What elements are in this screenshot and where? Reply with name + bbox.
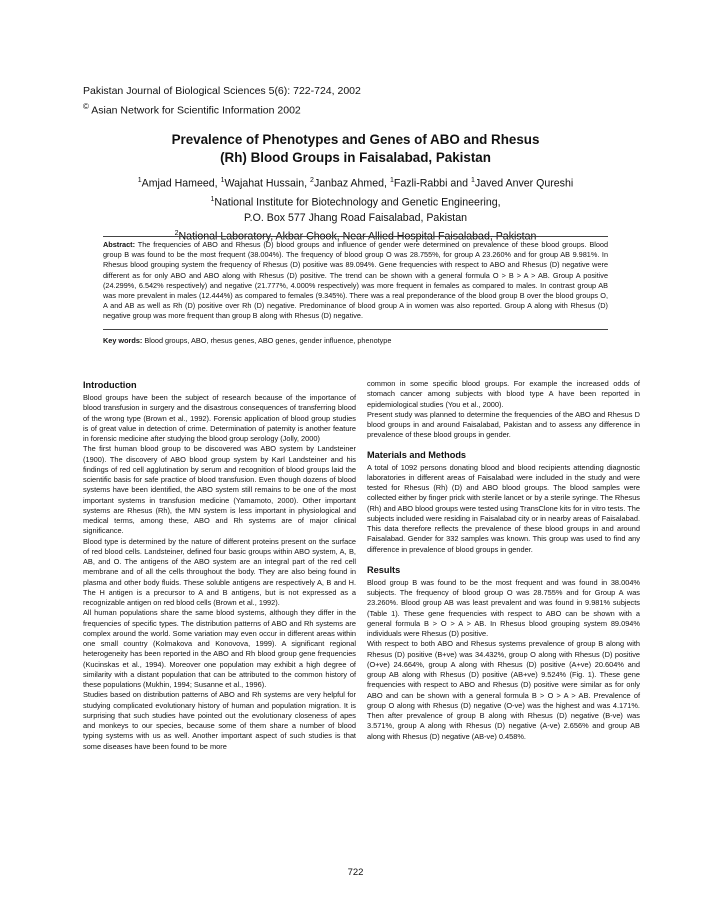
author-3: Janbaz Ahmed, <box>313 177 390 190</box>
intro-paragraph: common in some specific blood groups. For example the increased odds of stomach cancer among subjects with blood type A have been reported in epidemiological studies (You et al., 2000). <box>367 379 640 409</box>
affil-mark: 2 <box>310 177 314 184</box>
results-paragraph: Blood group B was found to be the most frequent and was found in 38.004% subjects. The frequency of blood group O was 28.755% and for Group A was 23.260%. Blood group AB was least prevalent and was found in 9.981% subjects (Table 1). These gene frequencies with respect to ABO can be shown with a general formula B > O > A > AB. In Rhesus blood grouping system 89.094% individuals were Rhesus (D) positive. <box>367 577 640 638</box>
journal-header <box>83 84 361 119</box>
author-5: Javed Anver Qureshi <box>474 177 574 190</box>
affiliation-2-text: National Laboratory, Akbar Chook, Near Allied Hospital Faisalabad, Pakistan <box>178 230 537 243</box>
right-column <box>367 379 640 742</box>
methods-heading: Materials and Methods <box>367 449 467 460</box>
abstract <box>103 240 608 322</box>
affil-mark: 1 <box>137 177 142 184</box>
copyright-line <box>83 99 361 119</box>
keywords-text: Blood groups, ABO, rhesus genes, ABO genes, gender influence, phenotype <box>142 335 392 345</box>
intro-heading: Introduction <box>83 380 137 390</box>
copyright-text: Asian Network for Scientific Information 2002 <box>91 104 301 117</box>
page-number: 722 <box>347 867 364 878</box>
author-block <box>60 173 651 245</box>
title-line-2: (Rh) Blood Groups in Faisalabad, Pakistan <box>220 150 491 165</box>
abstract-section <box>103 236 608 346</box>
abstract-label: Abstract: <box>103 240 136 249</box>
author-1: Amjad Hameed, <box>141 177 221 190</box>
author-2: Wajahat Hussain, <box>224 177 311 190</box>
intro-paragraph: All human populations share the same blood systems, although they differ in the frequencies of specific types. The distribution patterns of ABO and Rh systems are complex around the world. Some variation may even occur in different areas within one small country (Kolmakova and Konονova, 1999). A significant regional heterogeneity has been reported in the ABO and Rh blood group gene frequencies (Kucinskas et al., 1994). Moreover one population may exhibit a high degree of similarity with a distant population that can be attributed to the common history of these populations (Mukhin, 1994; Susanne et al., 1996). <box>83 608 356 689</box>
paper-title <box>60 131 651 167</box>
intro-paragraph: The first human blood group to be discovered was ABO system by Landsteiner (1900). The discovery of ABO blood group system by Karl Landsteiner and his findings of red cell agglutination by serum and recognition of blood groups laid the scientific basis for safe practice of blood transfusion. Even though dozens of blood systems have been identified, the ABO system still remains to be one of the most important systems in transfusion medicine (Yamamoto, 2000). Other important systems are Rhesus (Rh), the MN system is less important in physiological and medical terms, among these, ABO and Rh systems are of major clinical significance. <box>83 444 356 536</box>
affil-mark: 1 <box>210 195 215 203</box>
intro-paragraph: Studies based on distribution patterns of ABO and Rh systems are very helpful for studying complicated evolutionary history of human and population migration. It is surprising that such studies have pointed out the evolutionary closeness of apes and monkeys to our species, because some of them share a number of blood typing systems with us as well. Another important aspect of such studies is that some diseases have been found to be more <box>83 690 356 751</box>
copyright-symbol: © <box>83 102 89 111</box>
keywords-label: Key words: <box>103 335 143 345</box>
affiliation-1-text: National Institute for Biotechnology and Genetic Engineering, <box>214 196 501 209</box>
affil-mark: 1 <box>220 177 225 184</box>
title-line-1: Prevalence of Phenotypes and Genes of ABO and Rhesus <box>171 132 540 147</box>
intro-paragraph: Blood groups have been the subject of research because of the importance of blood transfusion in surgery and the disastrous consequences of transferring blood of the wrong type (Brown et al., 1992). Forensic application of blood group studies is of great value in detection of crime. Determination of paternity is another feature in forensic medicine after studying the blood group serology (Jolly, 2000) <box>83 393 356 443</box>
author-4: Fazli-Rabbi and <box>393 177 471 190</box>
affil-mark: 1 <box>389 177 394 184</box>
affiliation-1-address: P.O. Box 577 Jhang Road Faisalabad, Pakistan <box>243 211 467 224</box>
author-list <box>60 173 651 192</box>
results-heading: Results <box>367 564 401 575</box>
journal-citation: Pakistan Journal of Biological Sciences 5(6): 722-724, 2002 <box>83 85 361 97</box>
results-paragraph: With respect to both ABO and Rhesus systems prevalence of group B along with Rhesus (D) positive (B+ve) was 34.432%, group O along with Rhesus (D) positive (O+ve) 24.664%, group A along with Rhesus (D) positive (A+ve) 20.604% and group AB along with Rhesus (D) positive (AB+ve) 9.524% (Fig. 1). These gene frequencies with respect to ABO and Rhesus (D) positive were similar as for only ABO and can be shown with a general formula B > O > A > AB. Prevalence of group O along with Rhesus (D) negative (O-ve) was the highest and was 4.171%. Then after prevalence of group B along with Rhesus (D) negative (B-ve) was 3.571%, group A along with Rhesus (D) negative (A-ve) 2.656% and group AB along with Rhesus (D) negative (AB-ve) 0.458%. <box>367 639 640 741</box>
keywords <box>103 329 608 346</box>
abstract-text: The frequencies of ABO and Rhesus (D) blood groups and influence of gender were determined on prevalence of these blood groups. Blood group B was found to be the most frequent (38.004%). The frequency of blood group O was 28.755%, for group A 23.260% and for group AB 9.981%. In Rhesus blood grouping system the frequency of Rhesus (D) positive was 89.094%. Gene frequencies with respect to ABO and Rhesus (D) negative were different as for only ABO and ABO along with Rhesus (D) positive. The trend can be shown with a general formula O > B > A > AB. Group A positive (24.299%, 6.542% respectively) and negative (21.777%, 4.000% respectively) was more frequent in females as compared to males. In contrast group AB was more prevalent in males (12.444%) as compared to females (9.345%). There was a real preponderance of the blood group B over the blood groups O, A and AB as well as Rh (D) positive over Rh (D) negative. Predominance of blood group A in women was also reported. Group A along with Rhesus (D) negative group was more frequent than group B along with Rhesus (D) negative. <box>103 240 608 321</box>
intro-paragraph: Present study was planned to determine the frequencies of the ABO and Rhesus D blood groups in and around Faisalabad, Pakistan and to assess any difference in prevalence of these blood groups in gender. <box>367 409 640 440</box>
intro-paragraph: Blood type is determined by the nature of different proteins present on the surface of red blood cells. Landsteiner, defined four basic groups within ABO system, A, B, AB, and O. The antigens of the ABO system are an integral part of the red cell membrane and of all the cells throughout the body. They are also being found in plasma and other body fluids. These soluble antigens are respectively A, B and H. The H antigen is a precursor to A and B antigens, but is not expressed as a recognizable antigen on red blood cells (Brown et al., 1992). <box>83 536 356 607</box>
affil-mark: 2 <box>174 230 179 238</box>
methods-paragraph: A total of 1092 persons donating blood and blood recipients attending diagnostic laboratories in different areas of Faisalabad were included in the study and were tested for Rhesus (Rh) (D) and ABO blood groups. The blood samples were collected either by finger prick with sterile lancet or by a sterile syringe. The Rhesus (Rh) and ABO blood groups were tested using TransClone kits for in vitro tests. The subjects included were residing in Faisalabad city or in nearby areas of Faisalabad. This data therefore reflects the prevalence of these blood groups in and around Faisalabad. Gender for 332 samples was known. This group was used to find any difference in prevalence of blood groups in gender. <box>367 462 640 554</box>
affil-mark: 1 <box>470 177 475 184</box>
left-column <box>83 379 356 752</box>
affiliation-1 <box>60 192 651 211</box>
